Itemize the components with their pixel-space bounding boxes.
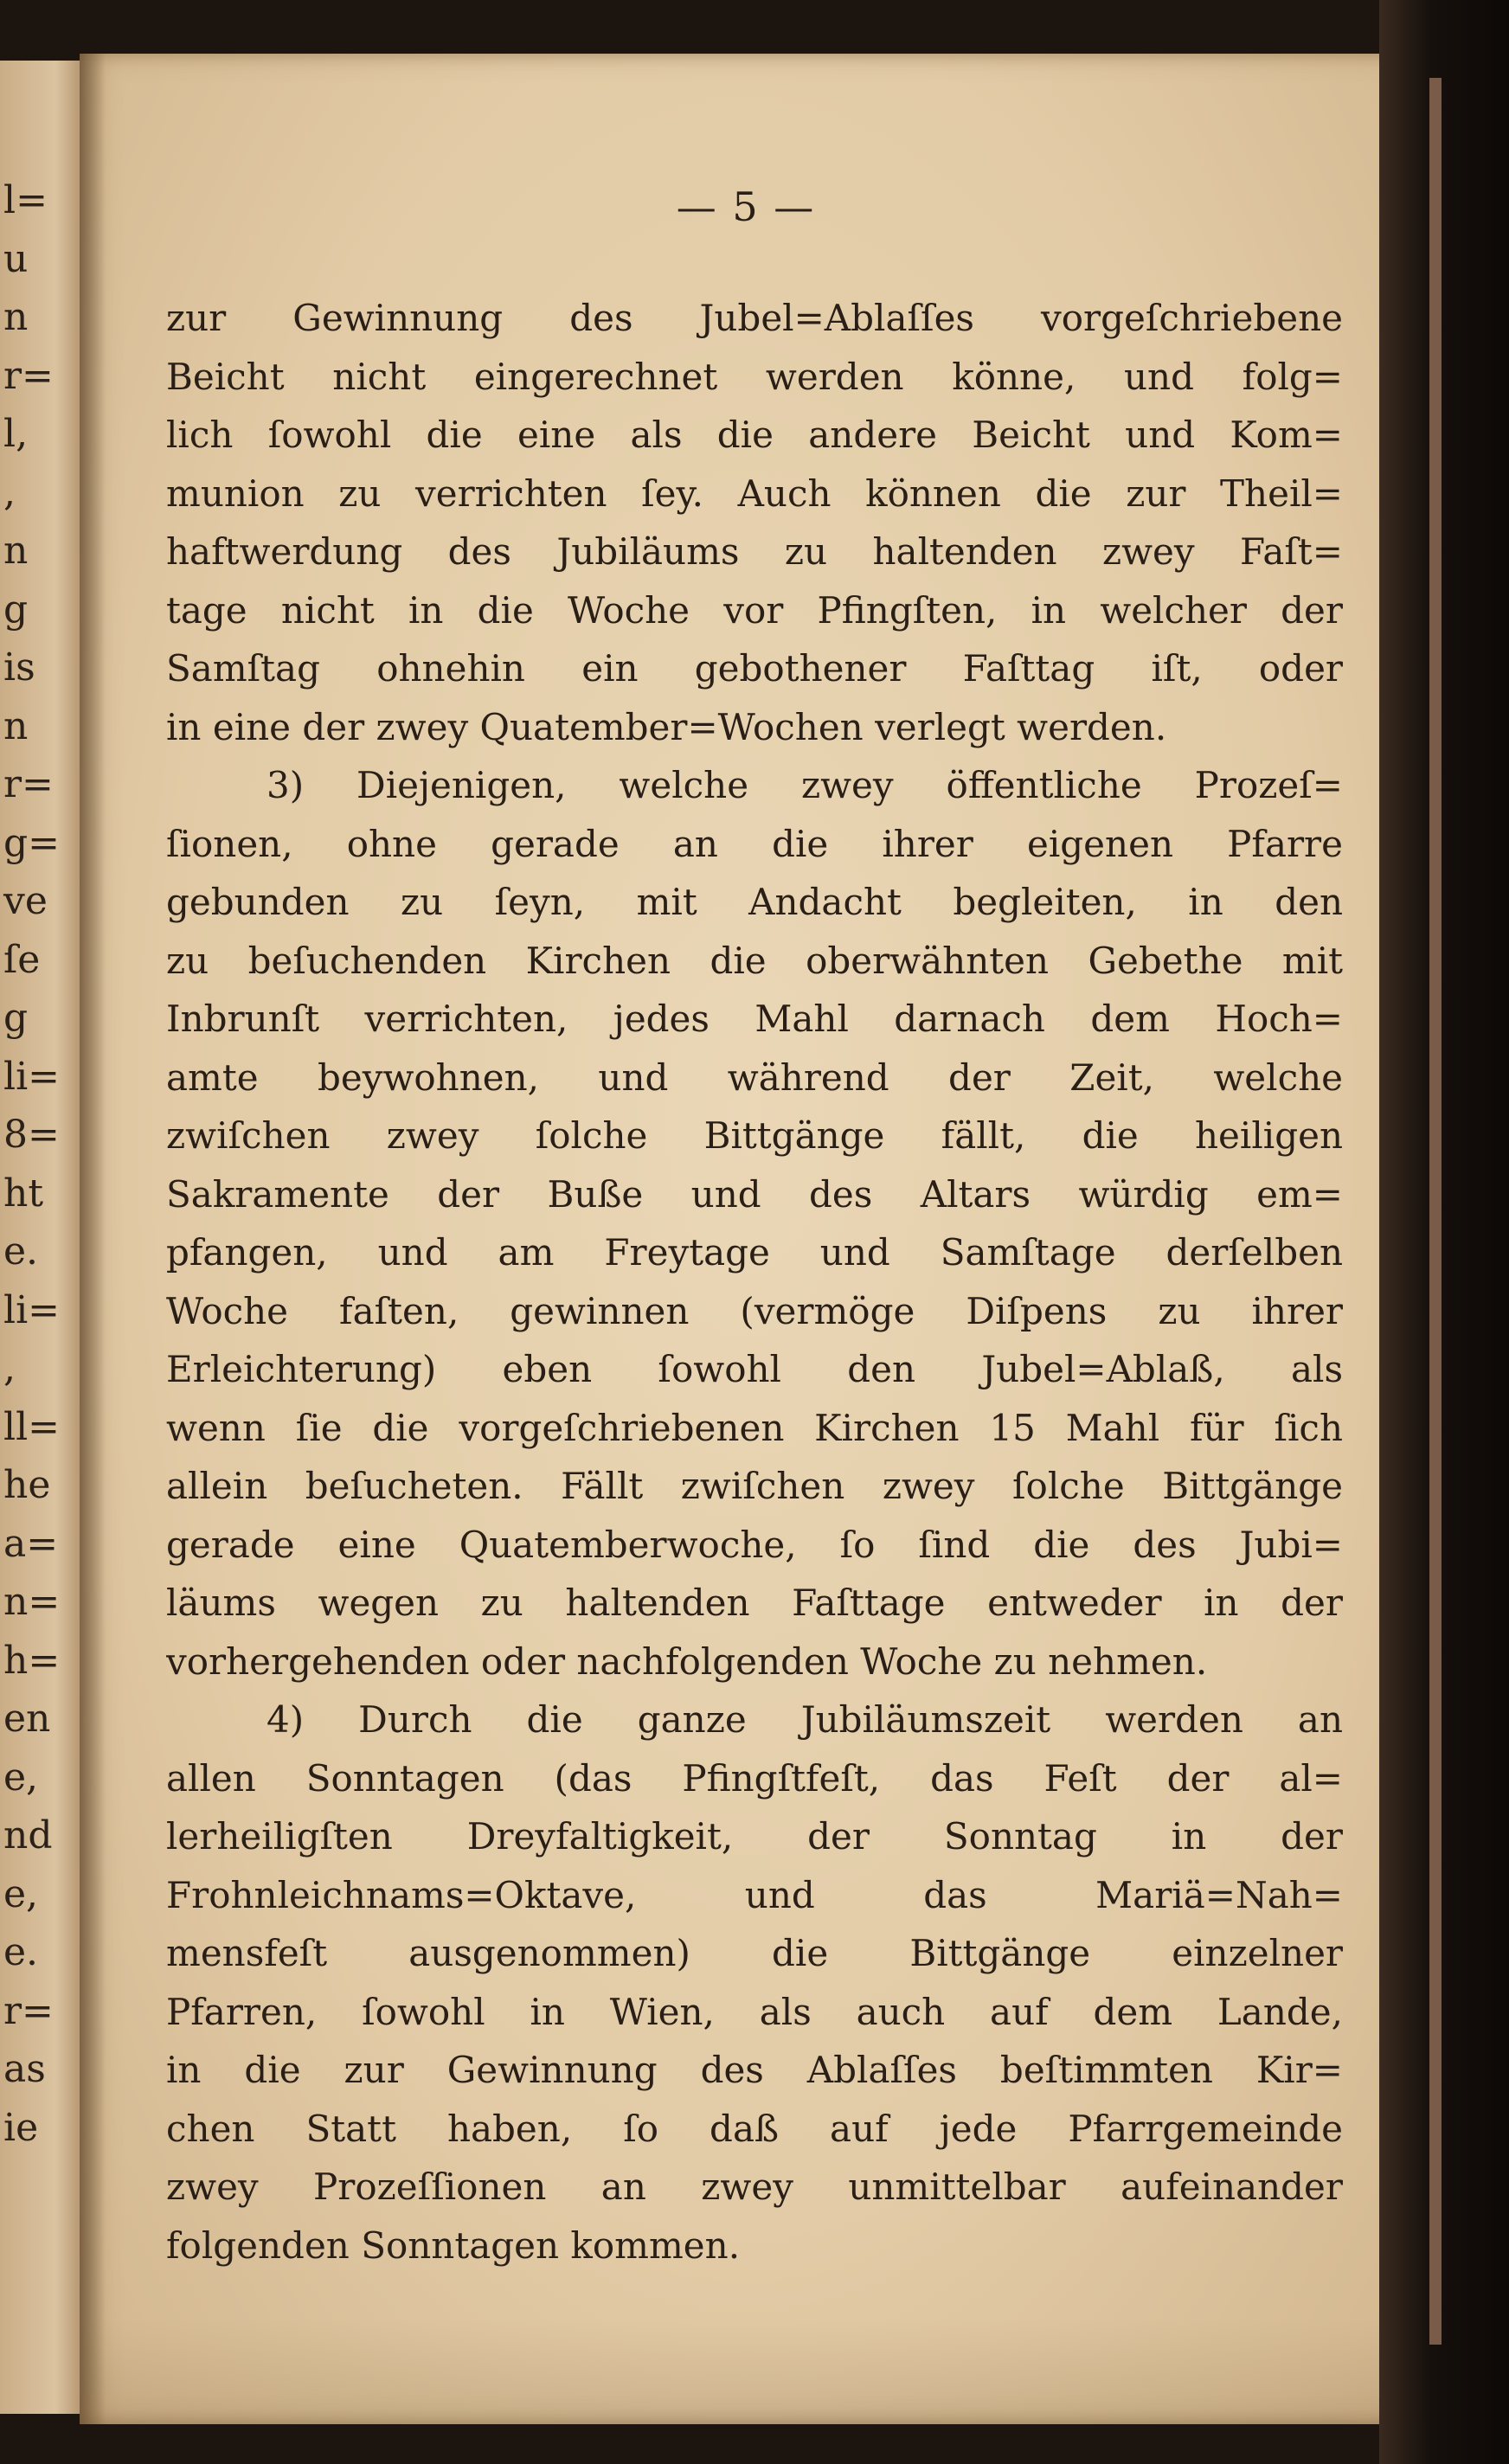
text-line: haftwerdung des Jubiläums zu haltenden zwey Faſt= <box>166 530 1343 573</box>
previous-page-text-fragment: e, <box>3 1871 39 1916</box>
text-line: Woche faſten, gewinnen (vermöge Diſpens zu ihrer <box>166 1289 1343 1332</box>
previous-page-text-fragment: li= <box>3 1287 61 1332</box>
previous-page-text-fragment: ll= <box>3 1404 61 1449</box>
text-line: Erleichterung) eben ſowohl den Jubel=Ablaß, als <box>166 1348 1343 1390</box>
previous-page-text-fragment: 8= <box>3 1113 60 1157</box>
previous-page-text-fragment: r= <box>3 762 54 806</box>
previous-page-text-fragment: , <box>3 1346 16 1390</box>
text-line: gerade eine Quatemberwoche, ſo ſind die des Jubi= <box>166 1523 1343 1566</box>
text-line: lich ſowohl die eine als die andere Beicht und Kom= <box>166 414 1343 456</box>
previous-page-text-fragment: g= <box>3 820 61 865</box>
text-line: amte beywohnen, und während der Zeit, welche <box>166 1056 1343 1099</box>
text-line: munion zu verrichten ſey. Auch können die zur Theil= <box>166 472 1343 515</box>
previous-page-text-fragment: nd <box>3 1813 53 1858</box>
text-line: Beicht nicht eingerechnet werden könne, und folg= <box>166 355 1343 398</box>
text-line: mensfeſt ausgenommen) die Bittgänge einzelner <box>166 1932 1343 1974</box>
previous-page-text-fragment: g <box>3 996 29 1040</box>
text-line: in die zur Gewinnung des Ablaſſes beſtimmten Kir= <box>166 2049 1343 2091</box>
previous-page-text-fragment: r= <box>3 1988 54 2033</box>
text-line: Frohnleichnams=Oktave, und das Mariä=Nah= <box>166 1873 1343 1916</box>
previous-page-text-fragment: l= <box>3 178 48 222</box>
text-line: wenn ſie die vorgeſchriebenen Kirchen 15 Mahl für ſich <box>166 1406 1343 1449</box>
text-line: lerheiligſten Dreyfaltigkeit, der Sonntag in der <box>166 1815 1343 1858</box>
previous-page-text-fragment: he <box>3 1463 51 1507</box>
text-line: zwiſchen zwey ſolche Bittgänge fällt, die heiligen <box>166 1114 1343 1157</box>
previous-page-text-fragment: ſe <box>3 937 41 982</box>
previous-page-text-fragment: a= <box>3 1521 59 1566</box>
text-line: gebunden zu ſeyn, mit Andacht begleiten, in den <box>166 881 1343 923</box>
previous-page-text-fragment: ht <box>3 1171 44 1216</box>
text-line: chen Statt haben, ſo daß auf jede Pfarrgemeinde <box>166 2107 1343 2150</box>
text-line: Pfarren, ſowohl in Wien, als auch auf dem Lande, <box>166 1990 1343 2033</box>
text-line: Inbrunſt verrichten, jedes Mahl darnach dem Hoch= <box>166 998 1343 1040</box>
previous-page-text-fragment: e, <box>3 1755 39 1800</box>
text-line: Sakramente der Buße und des Altars würdig em= <box>166 1172 1343 1216</box>
text-line: zu beſuchenden Kirchen die oberwähnten Gebethe mit <box>166 939 1343 982</box>
previous-page-text-fragment: r= <box>3 353 54 398</box>
book-page <box>80 54 1412 2424</box>
previous-page-text-fragment: n <box>3 295 29 339</box>
text-line: in eine der zwey Quatember=Wochen verlegt werden. <box>166 705 1167 748</box>
previous-page-text-fragment: l, <box>3 412 29 456</box>
previous-page-text-fragment: , <box>3 470 16 515</box>
text-line: 4) Durch die ganze Jubiläumszeit werden an <box>266 1698 1343 1741</box>
text-line: folgenden Sonntagen kommen. <box>166 2223 741 2267</box>
text-line: ſionen, ohne gerade an die ihrer eigenen Pfarre <box>166 822 1343 865</box>
previous-page-text-fragment: en <box>3 1697 51 1741</box>
text-line: vorhergehenden oder nachfolgenden Woche zu nehmen. <box>166 1639 1208 1683</box>
previous-page-text-fragment: u <box>3 236 29 281</box>
previous-page-text-fragment: ie <box>3 2105 39 2150</box>
book-cover <box>1379 0 1509 2464</box>
previous-page-edge <box>0 61 80 2414</box>
text-line: zwey Prozeſſionen an zwey unmittelbar aufeinander <box>166 2166 1343 2208</box>
page-body-text <box>166 289 1343 2275</box>
previous-page-text-fragment: is <box>3 645 35 690</box>
page-number: — 5 — <box>676 183 816 230</box>
previous-page-text-fragment: h= <box>3 1638 61 1683</box>
previous-page-text-fragment: as <box>3 2047 46 2091</box>
previous-page-text-fragment: ve <box>3 879 48 923</box>
cover-board-edge <box>1429 78 1442 2345</box>
previous-page-text-fragment: e. <box>3 1229 39 1274</box>
text-line: allein beſucheten. Fällt zwiſchen zwey ſolche Bittgänge <box>166 1465 1343 1507</box>
text-line: 3) Diejenigen, welche zwey öffentliche Prozeſ= <box>266 764 1343 806</box>
text-line: allen Sonntagen (das Pfingſtfeſt, das Feſt der al= <box>166 1756 1343 1800</box>
text-line: Samſtag ohnehin ein gebothener Faſttag iſt, oder <box>166 647 1343 690</box>
previous-page-text-fragment: n <box>3 703 29 748</box>
previous-page-text-fragment: n <box>3 529 29 573</box>
text-line: pfangen, und am Freytage und Samſtage derſelben <box>166 1231 1343 1274</box>
text-line: zur Gewinnung des Jubel=Ablaſſes vorgeſchriebene <box>166 297 1343 339</box>
text-line: läums wegen zu haltenden Faſttage entweder in der <box>166 1582 1343 1624</box>
previous-page-text-fragment: e. <box>3 1930 39 1974</box>
text-line: tage nicht in die Woche vor Pfingſten, in welcher der <box>166 588 1343 632</box>
page-gutter-shadow <box>80 54 106 2424</box>
previous-page-text-fragment: g <box>3 587 29 632</box>
previous-page-text-fragment: n= <box>3 1580 61 1624</box>
previous-page-text-fragment: li= <box>3 1054 61 1099</box>
page-bottom-shade <box>80 2320 1412 2424</box>
